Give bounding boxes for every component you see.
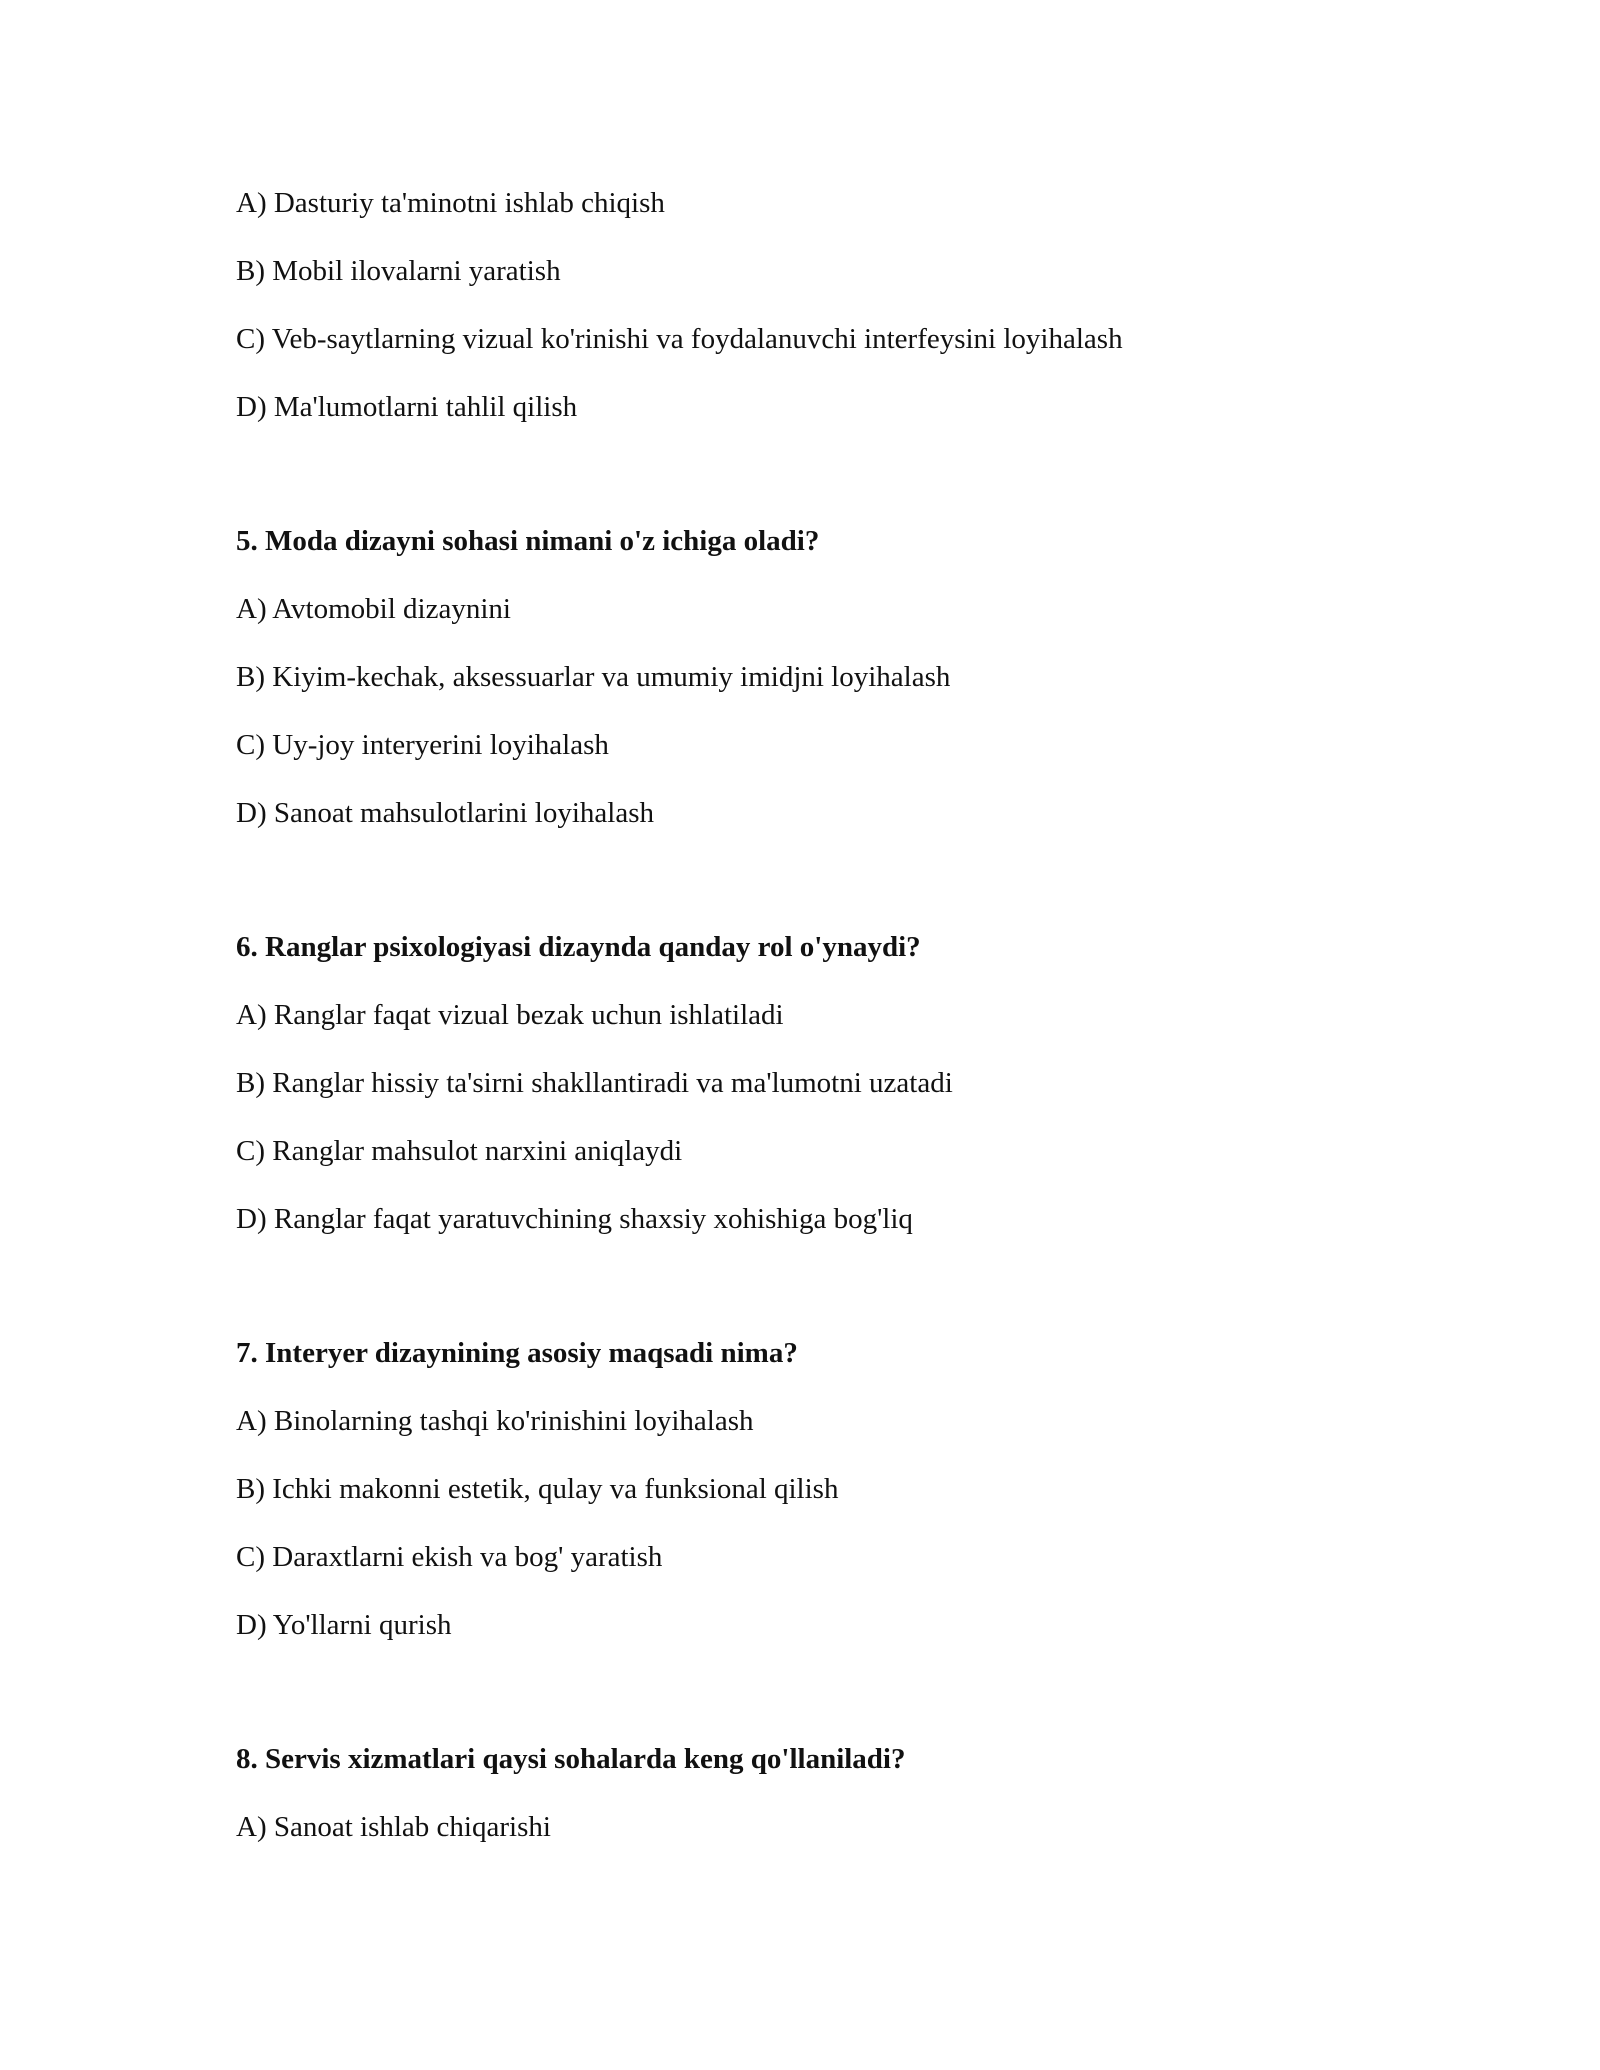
prev-option-b: B) Mobil ilovalarni yaratish [236, 255, 561, 287]
question-7-title: 7. Interyer dizaynining asosiy maqsadi nima? [236, 1337, 798, 1369]
question-8-option-a: A) Sanoat ishlab chiqarishi [236, 1811, 551, 1843]
spacer [236, 1270, 1486, 1336]
question-5-option-a: A) Avtomobil dizaynini [236, 593, 511, 625]
question-5-option-d: D) Sanoat mahsulotlarini loyihalash [236, 797, 655, 829]
spacer [236, 1676, 1486, 1742]
spacer [236, 458, 1486, 524]
question-5-option-b: B) Kiyim-kechak, aksessuarlar va umumiy imidjni loyihalash [236, 661, 951, 693]
question-6-option-b: B) Ranglar hissiy ta'sirni shakllantiradi va ma'lumotni uzatadi [236, 1067, 953, 1099]
question-6-option-c: C) Ranglar mahsulot narxini aniqlaydi [236, 1135, 683, 1167]
prev-option-c: C) Veb-saytlarning vizual ko'rinishi va foydalanuvchi interfeysini loyihalash [236, 323, 1123, 355]
question-7-option-b: B) Ichki makonni estetik, qulay va funksional qilish [236, 1473, 839, 1505]
question-7-option-d: D) Yo'llarni qurish [236, 1609, 452, 1641]
prev-option-a: A) Dasturiy ta'minotni ishlab chiqish [236, 187, 665, 219]
question-6-title: 6. Ranglar psixologiyasi dizaynda qanday rol o'ynaydi? [236, 931, 921, 963]
question-8-title: 8. Servis xizmatlari qaysi sohalarda keng qo'llaniladi? [236, 1743, 906, 1775]
spacer [236, 864, 1486, 930]
question-5-option-c: C) Uy-joy interyerini loyihalash [236, 729, 609, 761]
question-7-option-a: A) Binolarning tashqi ko'rinishini loyihalash [236, 1405, 754, 1437]
question-5-title: 5. Moda dizayni sohasi nimani o'z ichiga oladi? [236, 525, 820, 557]
question-6-option-a: A) Ranglar faqat vizual bezak uchun ishlatiladi [236, 999, 784, 1031]
quiz-content [236, 186, 1486, 1878]
question-7-option-c: C) Daraxtlarni ekish va bog' yaratish [236, 1541, 663, 1573]
question-6-option-d: D) Ranglar faqat yaratuvchining shaxsiy xohishiga bog'liq [236, 1203, 913, 1235]
prev-option-d: D) Ma'lumotlarni tahlil qilish [236, 391, 578, 423]
